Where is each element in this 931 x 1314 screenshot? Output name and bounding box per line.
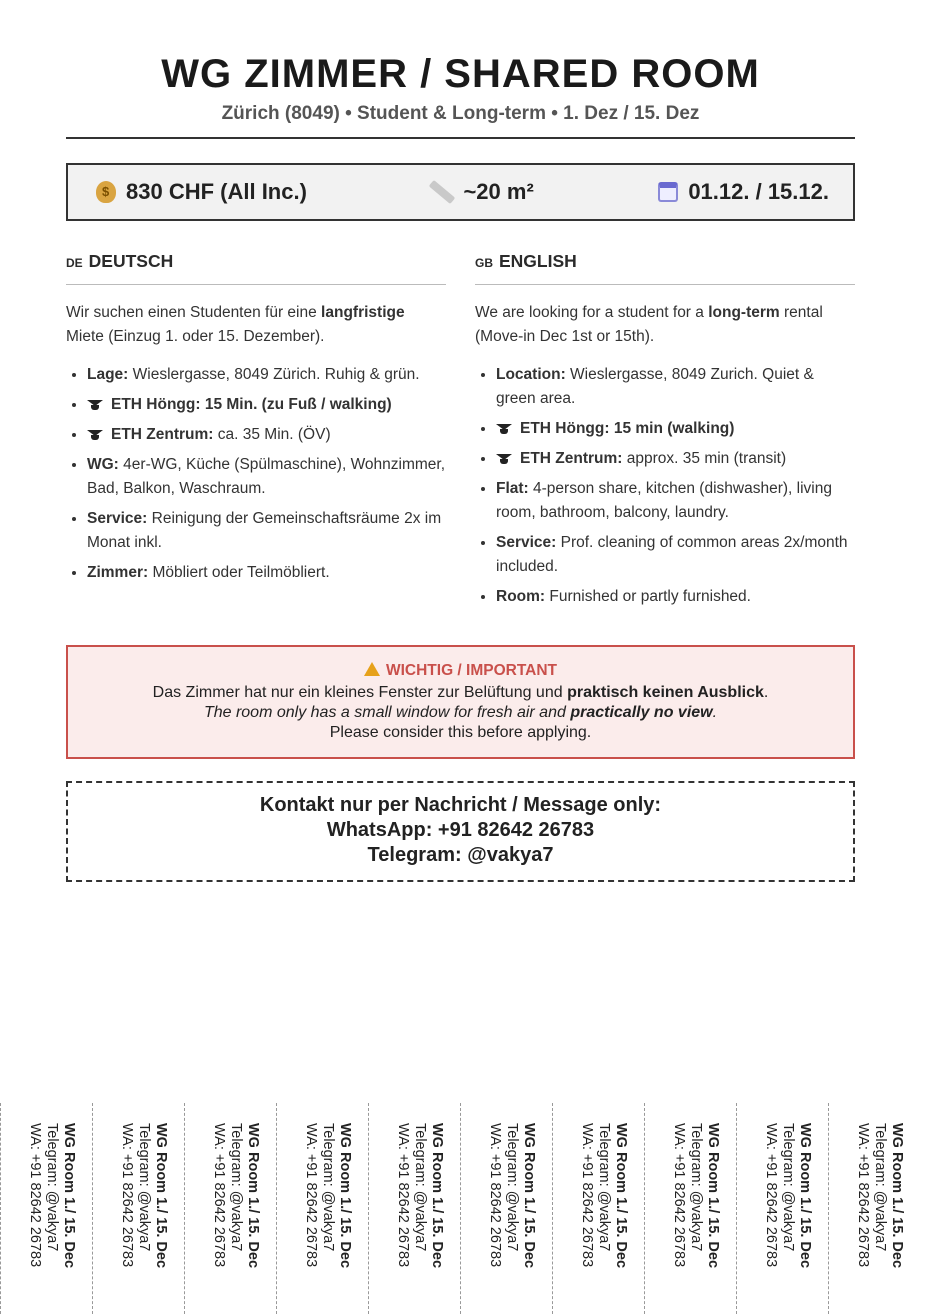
tear-off-tab	[368, 1103, 460, 1314]
tear-off-line3: WA: +91 82642 26783	[395, 1123, 411, 1268]
list-item	[496, 531, 855, 579]
tear-off-tab	[828, 1103, 920, 1314]
tear-off-line2: Telegram: @vakya7	[228, 1123, 244, 1252]
item-text: Prof. cleaning of common areas 2x/month included.	[496, 534, 848, 575]
english-heading	[475, 249, 855, 285]
tear-off-tab	[92, 1103, 184, 1314]
item-label: Room:	[496, 588, 546, 605]
tear-off-line2: Telegram: @vakya7	[780, 1123, 796, 1252]
tear-off-line1: WG Room 1./ 15. Dec	[337, 1123, 353, 1269]
size-fact	[431, 179, 533, 205]
tear-off-line1: WG Room 1./ 15. Dec	[61, 1123, 77, 1269]
item-text: ca. 35 Min. (ÖV)	[213, 426, 331, 443]
item-label: Lage:	[87, 366, 129, 383]
item-text: Reinigung der Gemeinschaftsräume 2x im Monat inkl.	[87, 510, 442, 551]
graduation-cap-icon	[87, 400, 103, 410]
graduation-cap-icon	[496, 424, 512, 434]
english-column	[475, 249, 855, 615]
warning-title-text: WICHTIG / IMPORTANT	[385, 662, 558, 679]
german-intro-bold: langfristige	[321, 304, 405, 321]
item-text: 4-person share, kitchen (dishwasher), living room, bathroom, balcony, laundry.	[496, 480, 832, 521]
tear-off-line1: WG Room 1./ 15. Dec	[245, 1123, 261, 1269]
warning-title	[78, 661, 843, 681]
tear-off-text	[670, 1123, 721, 1268]
list-item	[87, 561, 446, 585]
tear-off-line1: WG Room 1./ 15. Dec	[797, 1123, 813, 1269]
warning-icon	[364, 662, 380, 676]
warning-german-bold: praktisch keinen Ausblick	[567, 684, 764, 701]
tear-off-text	[118, 1123, 169, 1268]
list-item	[496, 447, 855, 471]
warning-german-text: Das Zimmer hat nur ein kleines Fenster zur Belüftung und	[152, 684, 568, 701]
facts-bar	[66, 163, 855, 221]
item-label: Location:	[496, 366, 566, 383]
tear-off-line2: Telegram: @vakya7	[872, 1123, 888, 1252]
tear-off-line2: Telegram: @vakya7	[688, 1123, 704, 1252]
item-label: ETH Höngg: 15 Min. (zu Fuß / walking)	[111, 396, 392, 413]
tear-off-line3: WA: +91 82642 26783	[119, 1123, 135, 1268]
price-fact	[96, 179, 307, 205]
item-label: ETH Zentrum:	[520, 450, 623, 467]
tear-off-text	[26, 1123, 77, 1268]
calendar-icon	[658, 182, 678, 202]
tear-off-line3: WA: +91 82642 26783	[855, 1123, 871, 1268]
dates-value: 01.12. / 15.12.	[688, 179, 829, 204]
tear-off-line2: Telegram: @vakya7	[412, 1123, 428, 1252]
warning-english	[78, 703, 843, 723]
graduation-cap-icon	[87, 430, 103, 440]
ruler-icon	[431, 181, 453, 203]
warning-german	[78, 683, 843, 703]
list-item	[496, 585, 855, 609]
item-text: Möbliert oder Teilmöbliert.	[148, 564, 330, 581]
price-value: 830 CHF (All Inc.)	[126, 179, 307, 204]
warning-english-end: .	[712, 704, 718, 721]
tear-off-tab	[460, 1103, 552, 1314]
tear-off-line2: Telegram: @vakya7	[44, 1123, 60, 1252]
list-item	[496, 363, 855, 411]
warning-note: Please consider this before applying.	[329, 724, 592, 741]
header-divider	[66, 137, 855, 139]
english-heading-text: ENGLISH	[499, 251, 577, 271]
english-intro	[475, 301, 855, 349]
german-heading-text: DEUTSCH	[88, 251, 174, 271]
item-label: ETH Höngg: 15 min (walking)	[520, 420, 735, 437]
item-text: Wieslergasse, 8049 Zurich. Quiet & green area.	[496, 366, 814, 407]
tear-off-line2: Telegram: @vakya7	[320, 1123, 336, 1252]
tear-off-tab	[184, 1103, 276, 1314]
tear-off-tab	[736, 1103, 828, 1314]
english-intro-text: We are looking for a student for a	[475, 304, 709, 321]
item-label: Flat:	[496, 480, 529, 497]
item-label: ETH Zentrum:	[111, 426, 214, 443]
list-item	[496, 417, 855, 441]
tear-off-line3: WA: +91 82642 26783	[303, 1123, 319, 1268]
tear-off-line1: WG Room 1./ 15. Dec	[613, 1123, 629, 1269]
money-bag-icon	[96, 181, 116, 203]
english-intro-text-end: rental (Move-in Dec 1st or 15th).	[475, 304, 823, 345]
item-label: Service:	[496, 534, 557, 551]
german-list	[66, 363, 446, 585]
tear-off-strip	[0, 1103, 931, 1314]
item-label: Service:	[87, 510, 148, 527]
whatsapp-contact: WhatsApp: +91 82642 26783	[326, 819, 595, 841]
de-flag-icon: DE	[66, 256, 83, 270]
list-item	[87, 453, 446, 501]
tear-off-line3: WA: +91 82642 26783	[27, 1123, 43, 1268]
tear-off-line1: WG Room 1./ 15. Dec	[705, 1123, 721, 1269]
german-heading	[66, 249, 446, 285]
item-text: 4er-WG, Küche (Spülmaschine), Wohnzimmer, Bad, Balkon, Waschraum.	[87, 456, 446, 497]
contact-box	[66, 781, 855, 882]
tear-off-text	[302, 1123, 353, 1268]
gb-flag-icon: GB	[475, 256, 493, 270]
dates-fact	[658, 179, 829, 205]
english-intro-bold: long-term	[708, 304, 780, 321]
tear-off-line3: WA: +91 82642 26783	[763, 1123, 779, 1268]
tear-off-text	[762, 1123, 813, 1268]
flyer	[66, 0, 855, 882]
german-intro	[66, 301, 446, 349]
german-column	[66, 249, 446, 615]
tear-off-text	[854, 1123, 905, 1268]
tear-off-line2: Telegram: @vakya7	[504, 1123, 520, 1252]
language-columns	[66, 249, 855, 615]
tear-off-tab	[644, 1103, 736, 1314]
telegram-contact: Telegram: @vakya7	[367, 844, 554, 866]
tear-off-tab	[276, 1103, 368, 1314]
tear-off-line1: WG Room 1./ 15. Dec	[521, 1123, 537, 1269]
warning-english-text: The room only has a small window for fresh air and	[203, 704, 571, 721]
tear-off-line3: WA: +91 82642 26783	[487, 1123, 503, 1268]
tear-off-text	[486, 1123, 537, 1268]
item-text: Furnished or partly furnished.	[545, 588, 751, 605]
size-value: ~20 m²	[463, 179, 534, 204]
item-label: WG:	[87, 456, 119, 473]
tear-off-line3: WA: +91 82642 26783	[671, 1123, 687, 1268]
english-list	[475, 363, 855, 609]
contact-heading: Kontakt nur per Nachricht / Message only:	[259, 794, 662, 816]
tear-off-line3: WA: +91 82642 26783	[211, 1123, 227, 1268]
tear-off-text	[394, 1123, 445, 1268]
tear-off-line1: WG Room 1./ 15. Dec	[889, 1123, 905, 1269]
item-text: Wieslergasse, 8049 Zürich. Ruhig & grün.	[128, 366, 420, 383]
item-label: Zimmer:	[87, 564, 149, 581]
page-subtitle: Zürich (8049) • Student & Long-term • 1. Dez / 15. Dez	[221, 103, 700, 124]
list-item	[496, 477, 855, 525]
page-title: WG ZIMMER / SHARED ROOM	[161, 52, 760, 96]
tear-off-text	[210, 1123, 261, 1268]
german-intro-text: Wir suchen einen Studenten für eine	[66, 304, 322, 321]
tear-off-tab	[552, 1103, 644, 1314]
list-item	[87, 393, 446, 417]
list-item	[87, 363, 446, 387]
warning-box	[66, 645, 855, 759]
item-text: approx. 35 min (transit)	[622, 450, 787, 467]
tear-off-text	[578, 1123, 629, 1268]
tear-off-line2: Telegram: @vakya7	[136, 1123, 152, 1252]
tear-off-line3: WA: +91 82642 26783	[579, 1123, 595, 1268]
tear-off-line2: Telegram: @vakya7	[596, 1123, 612, 1252]
tear-off-line1: WG Room 1./ 15. Dec	[153, 1123, 169, 1269]
tear-off-tab	[0, 1103, 92, 1314]
tear-off-line1: WG Room 1./ 15. Dec	[429, 1123, 445, 1269]
graduation-cap-icon	[496, 454, 512, 464]
warning-english-bold: practically no view	[570, 704, 713, 721]
warning-german-end: .	[763, 684, 769, 701]
list-item	[87, 507, 446, 555]
list-item	[87, 423, 446, 447]
german-intro-text-end: Miete (Einzug 1. oder 15. Dezember).	[66, 328, 325, 345]
